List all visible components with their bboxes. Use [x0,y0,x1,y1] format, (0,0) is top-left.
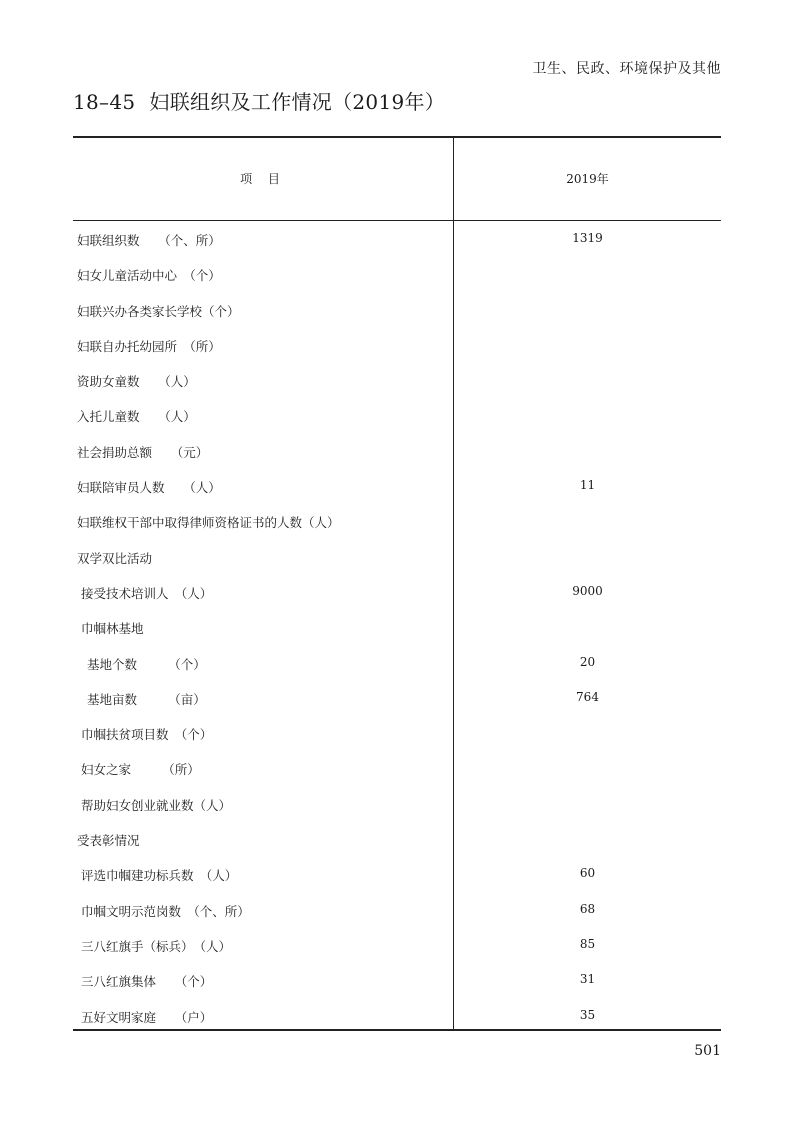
table-title: 妇联组织及工作情况（2019年） [149,90,446,114]
table-row [73,503,721,538]
row-value: 31 [579,972,596,987]
row-label: 接受技术培训人 （人） [81,585,213,601]
table-row [73,327,721,362]
row-label: 妇联组织数 （个、所） [77,233,221,248]
row-label: 巾帼扶贫项目数 （个） [81,727,213,743]
row-value: 35 [579,1007,596,1022]
row-label: 妇联维权干部中取得律师资格证书的人数（人） [77,515,340,531]
row-label: 妇联兴办各类家长学校（个） [77,303,240,319]
row-label: 双学双比活动 [77,550,153,566]
table-row [73,892,721,927]
table-row [73,539,721,574]
row-label: 妇女儿童活动中心 （个） [77,268,221,284]
row-label: 妇联陪审员人数 （人） [77,480,221,496]
table-row [73,468,721,503]
row-label: 五好文明家庭 （户） [81,1009,213,1025]
table-row [73,574,721,609]
row-label: 妇女之家 （所） [81,762,200,778]
table-row [73,750,721,785]
row-label: 评选巾帼建功标兵数 （人） [81,868,238,884]
table-row [73,715,721,750]
table-row [73,292,721,327]
table-row [73,397,721,432]
row-label: 巾帼林基地 [81,621,144,637]
table-row [73,256,721,291]
row-label: 三八红旗手（标兵） （人） [81,938,232,954]
table-row [73,998,721,1033]
data-table [73,136,721,1031]
row-label: 受表彰情况 [77,833,140,849]
row-value: 11 [579,478,596,493]
row-value: 85 [579,936,596,951]
table-row [73,962,721,997]
table-number: 18–45 [73,90,136,114]
row-value: 20 [579,654,596,669]
table-row [73,433,721,468]
table-row [73,680,721,715]
table-row [73,786,721,821]
page-title [73,86,445,115]
row-label: 基地个数 （个） [87,656,206,672]
row-label: 三八红旗集体 （个） [81,974,213,990]
row-value: 9000 [572,583,603,598]
table-body [73,221,721,1033]
row-value: 764 [576,689,599,704]
row-label: 妇联自办托幼园所 （所） [77,338,221,354]
row-label: 社会捐助总额 （元） [77,444,209,460]
row-label: 入托儿童数 （人） [77,409,196,425]
table-row [73,927,721,962]
table-row [73,362,721,397]
row-label: 资助女童数 （人） [77,374,196,390]
section-header: 卫生、民政、环境保护及其他 [532,61,721,77]
table-header [73,138,721,221]
header-year: 2019年 [566,172,609,186]
header-item: 项 目 [240,172,286,186]
table-row [73,821,721,856]
table-row [73,221,721,256]
table-row [73,609,721,644]
table-row [73,645,721,680]
row-label: 基地亩数 （亩） [87,691,206,707]
row-label: 巾帼文明示范岗数 （个、所） [81,903,250,919]
table-row [73,856,721,891]
row-value: 1319 [572,231,603,245]
page-number: 501 [694,1043,721,1059]
row-value: 60 [579,866,596,881]
row-value: 68 [579,901,596,916]
row-label: 帮助妇女创业就业数（人） [81,797,232,813]
